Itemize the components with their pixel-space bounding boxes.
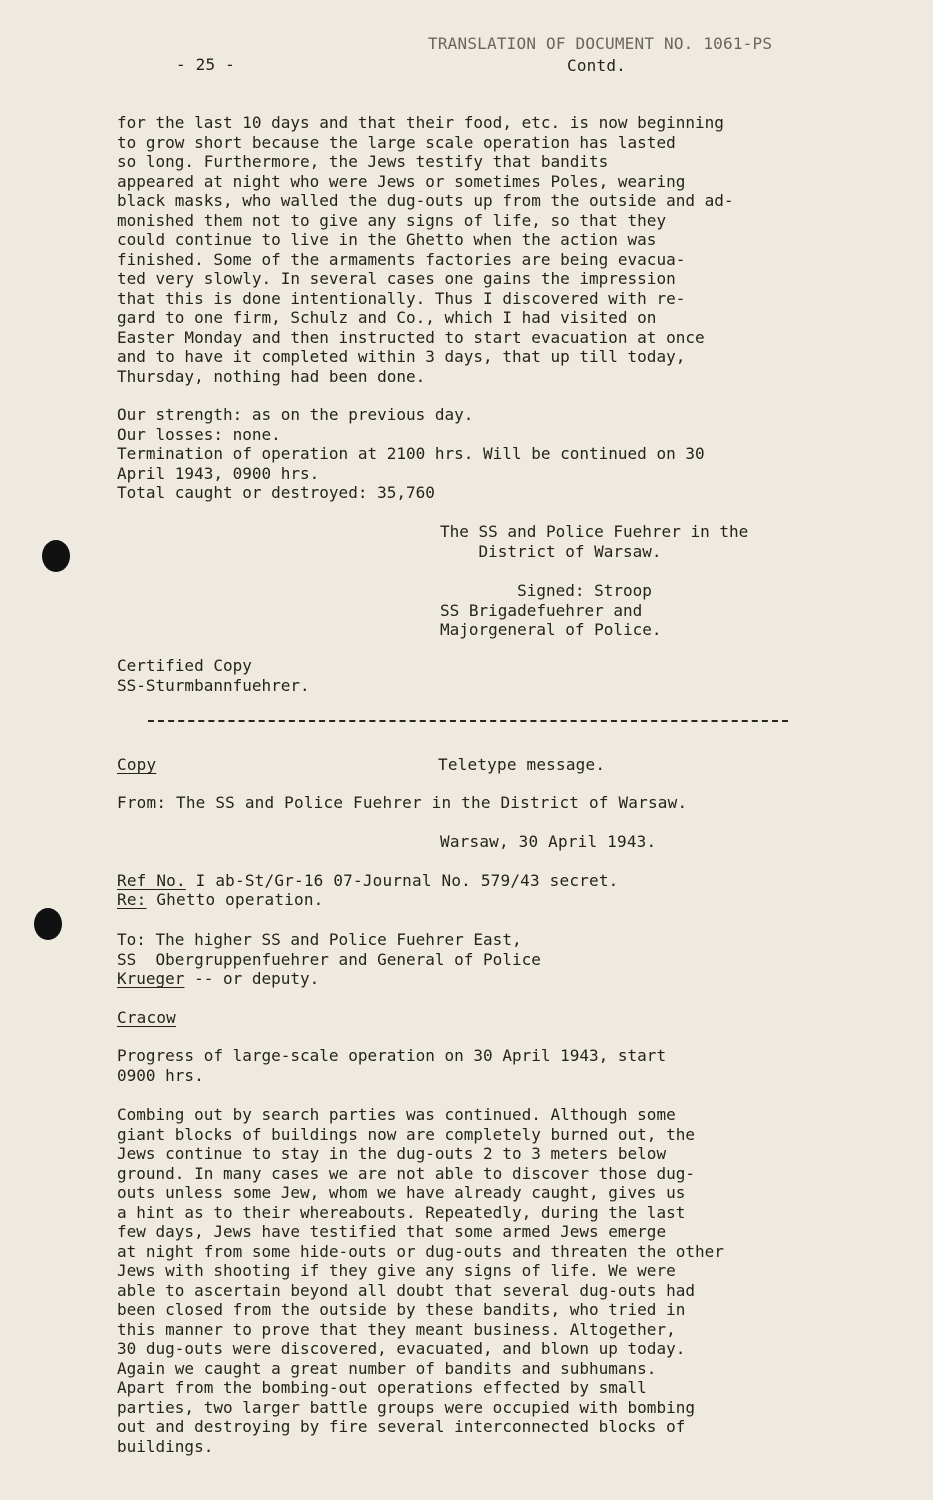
text-line: gard to one firm, Schulz and Co., which I had visited on: [117, 308, 657, 327]
text-line: 0900 hrs.: [117, 1065, 204, 1085]
continued-label: Contd.: [567, 56, 626, 75]
report-body: [117, 113, 734, 386]
section-divider: [148, 720, 788, 722]
text-line: [117, 969, 541, 989]
recipient-name: Krueger: [117, 969, 185, 988]
copy-label: Copy: [117, 755, 157, 774]
signature-block: [440, 581, 662, 640]
document-reference: TRANSLATION OF DOCUMENT NO. 1061-PS: [428, 34, 773, 53]
text-line: Apart from the bombing-out operations effected by small: [117, 1378, 647, 1397]
text-line: District of Warsaw.: [440, 541, 662, 561]
text-line: buildings.: [117, 1436, 214, 1456]
subject-line: [117, 890, 324, 910]
text-line: been closed from the outside by these bandits, who tried in: [117, 1300, 686, 1319]
punch-hole: [34, 908, 62, 940]
recipient-suffix: -- or deputy.: [184, 969, 320, 988]
text-line: The SS and Police Fuehrer in the: [440, 522, 749, 541]
text-line: To: The higher SS and Police Fuehrer East,: [117, 930, 522, 949]
ref-text: I ab-St/Gr-16 07-Journal No. 579/43 secret.: [185, 871, 619, 890]
recipient-block: [117, 930, 541, 989]
text-line: Jews with shooting if they give any signs of life. We were: [117, 1261, 676, 1280]
re-text: Ghetto operation.: [146, 890, 324, 909]
text-line: so long. Furthermore, the Jews testify that bandits: [117, 152, 609, 171]
text-line: out and destroying by fire several interconnected blocks of: [117, 1417, 686, 1436]
text-line: parties, two larger battle groups were occupied with bombing: [117, 1397, 695, 1417]
text-line: Total caught or destroyed: 35,760: [117, 483, 435, 502]
text-line: finished. Some of the armaments factories are being evacua-: [117, 249, 686, 269]
teletype-label: Teletype message.: [438, 755, 606, 774]
text-line: that this is done intentionally. Thus I discovered with re-: [117, 288, 686, 308]
ref-label: Ref No.: [117, 871, 186, 890]
text-line: Our losses: none.: [117, 424, 281, 444]
text-line: Again we caught a great number of bandits and subhumans.: [117, 1358, 657, 1378]
text-line: able to ascertain beyond all doubt that several dug-outs had: [117, 1280, 695, 1300]
reference-line: [117, 871, 619, 891]
text-line: SS Brigadefuehrer and: [440, 600, 643, 620]
text-line: at night from some hide-outs or dug-outs and threaten the other: [117, 1241, 724, 1261]
text-line: appeared at night who were Jews or sometimes Poles, wearing: [117, 171, 686, 191]
text-line: outs unless some Jew, whom we have already caught, gives us: [117, 1183, 686, 1202]
certified-copy: [117, 656, 310, 695]
text-line: Easter Monday and then instructed to start evacuation at once: [117, 327, 705, 347]
text-line: ground. In many cases we are not able to discover those dug-: [117, 1163, 695, 1183]
text-line: 30 dug-outs were discovered, evacuated, and blown up today.: [117, 1339, 686, 1358]
city-label: Cracow: [117, 1008, 176, 1027]
text-line: Jews continue to stay in the dug-outs 2 to 3 meters below: [117, 1144, 667, 1163]
progress-heading: [117, 1046, 666, 1085]
text-line: Signed: Stroop: [440, 581, 652, 600]
text-line: Thursday, nothing had been done.: [117, 366, 426, 386]
text-line: and to have it completed within 3 days, that up till today,: [117, 347, 686, 366]
from-line: From: The SS and Police Fuehrer in the District of Warsaw.: [117, 793, 688, 812]
text-line: a hint as to their whereabouts. Repeatedly, during the last: [117, 1202, 686, 1222]
text-line: Majorgeneral of Police.: [440, 620, 662, 639]
sender-block: [440, 522, 748, 561]
text-line: few days, Jews have testified that some armed Jews emerge: [117, 1222, 667, 1241]
text-line: Termination of operation at 2100 hrs. Will be continued on 30: [117, 444, 705, 463]
report-stats: [117, 405, 705, 503]
text-line: giant blocks of buildings now are completely burned out, the: [117, 1124, 695, 1144]
text-line: this manner to prove that they meant business. Altogether,: [117, 1319, 676, 1339]
text-line: Progress of large-scale operation on 30 April 1943, start: [117, 1046, 667, 1065]
text-line: Certified Copy: [117, 656, 252, 675]
text-line: for the last 10 days and that their food, etc. is now beginning: [117, 113, 724, 132]
text-line: SS Obergruppenfuehrer and General of Police: [117, 949, 541, 969]
text-line: ted very slowly. In several cases one gains the impression: [117, 269, 676, 288]
text-line: to grow short because the large scale operation has lasted: [117, 132, 676, 152]
text-line: SS-Sturmbannfuehrer.: [117, 675, 310, 695]
text-line: Combing out by search parties was continued. Although some: [117, 1105, 676, 1124]
text-line: April 1943, 0900 hrs.: [117, 463, 320, 483]
re-label: Re:: [117, 890, 147, 909]
text-line: monished them not to give any signs of life, so that they: [117, 210, 667, 230]
text-line: Our strength: as on the previous day.: [117, 405, 474, 424]
teletype-body: [117, 1105, 724, 1456]
place-date: Warsaw, 30 April 1943.: [440, 832, 657, 851]
text-line: could continue to live in the Ghetto when the action was: [117, 230, 657, 249]
page-number: - 25 -: [176, 55, 235, 74]
punch-hole: [42, 540, 70, 572]
text-line: black masks, who walled the dug-outs up from the outside and ad-: [117, 191, 734, 210]
